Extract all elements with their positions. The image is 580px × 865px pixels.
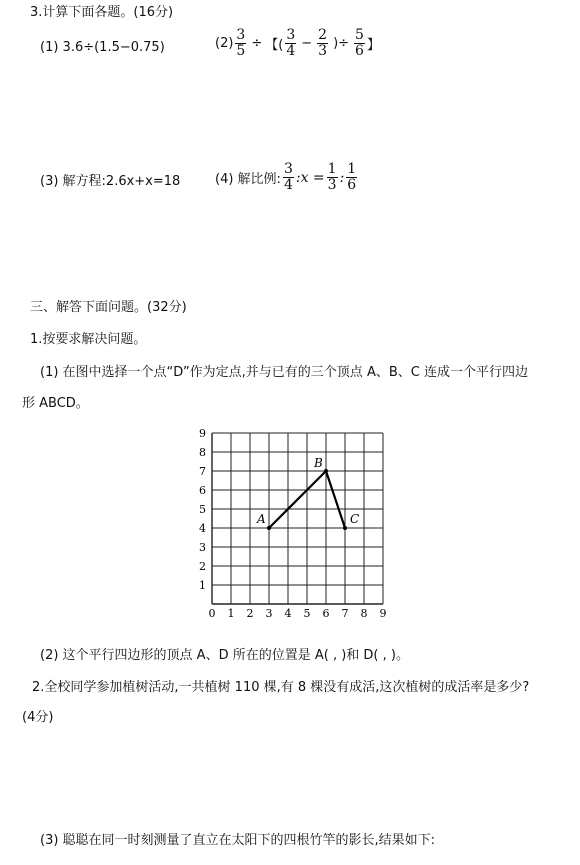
fraction: $\frac{3}{5}$ <box>236 27 246 59</box>
coordinate-grid <box>195 425 395 620</box>
fraction: $\frac{2}{3}$ <box>318 27 328 59</box>
x-tick-label: 6 <box>322 607 330 620</box>
point-label-a: A <box>257 512 266 526</box>
question-1-title: 1.按要求解决问题。 <box>30 332 147 347</box>
question-3-line-1: (3) 聪聪在同一时刻测量了直立在太阳下的四根竹竿的影长,结果如下: <box>40 833 436 848</box>
operator: − <box>301 36 313 51</box>
x-tick-label: 4 <box>284 607 292 620</box>
x-tick-label: 7 <box>341 607 349 620</box>
point-label-c: C <box>350 512 360 526</box>
x-tick-label: 8 <box>360 607 368 620</box>
right-bracket: 】 <box>366 38 380 53</box>
point-a <box>267 526 271 530</box>
fraction: $\frac{3}{4}$ <box>286 27 296 59</box>
question-1-part-1-line-1: (1) 在图中选择一个点“D”作为定点,并与已有的三个顶点 A、B、C 连成一个平行四边 <box>40 365 528 380</box>
y-tick-label: 4 <box>199 522 206 535</box>
fraction: $\frac{3}{4}$ <box>283 161 293 193</box>
x-tick-label: 2 <box>246 607 254 620</box>
y-tick-label: 2 <box>199 560 206 573</box>
segment-bc <box>326 471 345 528</box>
x-tick-label: 9 <box>379 607 387 620</box>
x-tick-label: 1 <box>227 607 235 620</box>
operator: )÷ <box>333 36 350 51</box>
question-3-title: 3.计算下面各题。(16分) <box>30 5 174 20</box>
y-tick-label: 3 <box>199 541 206 554</box>
fraction: $\frac{1}{3}$ <box>327 161 337 193</box>
y-tick-label: 7 <box>199 465 206 478</box>
y-tick-label: 6 <box>199 484 206 497</box>
question-1-part-2: (2) 这个平行四边形的顶点 A、D 所在的位置是 A( , )和 D( , )。 <box>40 648 409 663</box>
point-c <box>343 526 347 530</box>
question-2-line-2: (4分) <box>22 710 54 725</box>
segment-ab <box>269 471 326 528</box>
problem-4-label: (4) 解比例: <box>215 172 281 187</box>
y-tick-label: 5 <box>199 503 206 516</box>
y-tick-label: 1 <box>199 579 206 592</box>
operator: ÷ <box>251 36 263 51</box>
ratio-x: :x = <box>295 169 325 186</box>
y-tick-label: 8 <box>199 446 206 459</box>
problem-1: (1) 3.6÷(1.5−0.75) <box>40 40 165 55</box>
y-tick-label: 9 <box>199 427 206 440</box>
x-tick-label: 5 <box>303 607 311 620</box>
fraction: $\frac{5}{6}$ <box>355 27 364 59</box>
problem-2 <box>215 28 380 59</box>
ratio-colon: : <box>339 169 345 186</box>
question-2-line-1: 2.全校同学参加植树活动,一共植树 110 棵,有 8 棵没有成活,这次植树的成活率是多少? <box>32 680 530 695</box>
fraction: $\frac{1}{6}$ <box>347 161 357 193</box>
left-bracket: 【( <box>265 38 284 53</box>
problem-3: (3) 解方程:2.6x+x=18 <box>40 174 181 189</box>
x-tick-label: 3 <box>265 607 273 620</box>
point-b <box>324 469 328 473</box>
problem-2-label: (2) <box>215 36 234 51</box>
section-3-heading: 三、解答下面问题。(32分) <box>30 300 187 315</box>
point-label-b: B <box>314 456 323 470</box>
question-1-part-1-line-2: 形 ABCD。 <box>22 396 89 411</box>
problem-4 <box>215 162 359 193</box>
x-tick-label: 0 <box>208 607 216 620</box>
